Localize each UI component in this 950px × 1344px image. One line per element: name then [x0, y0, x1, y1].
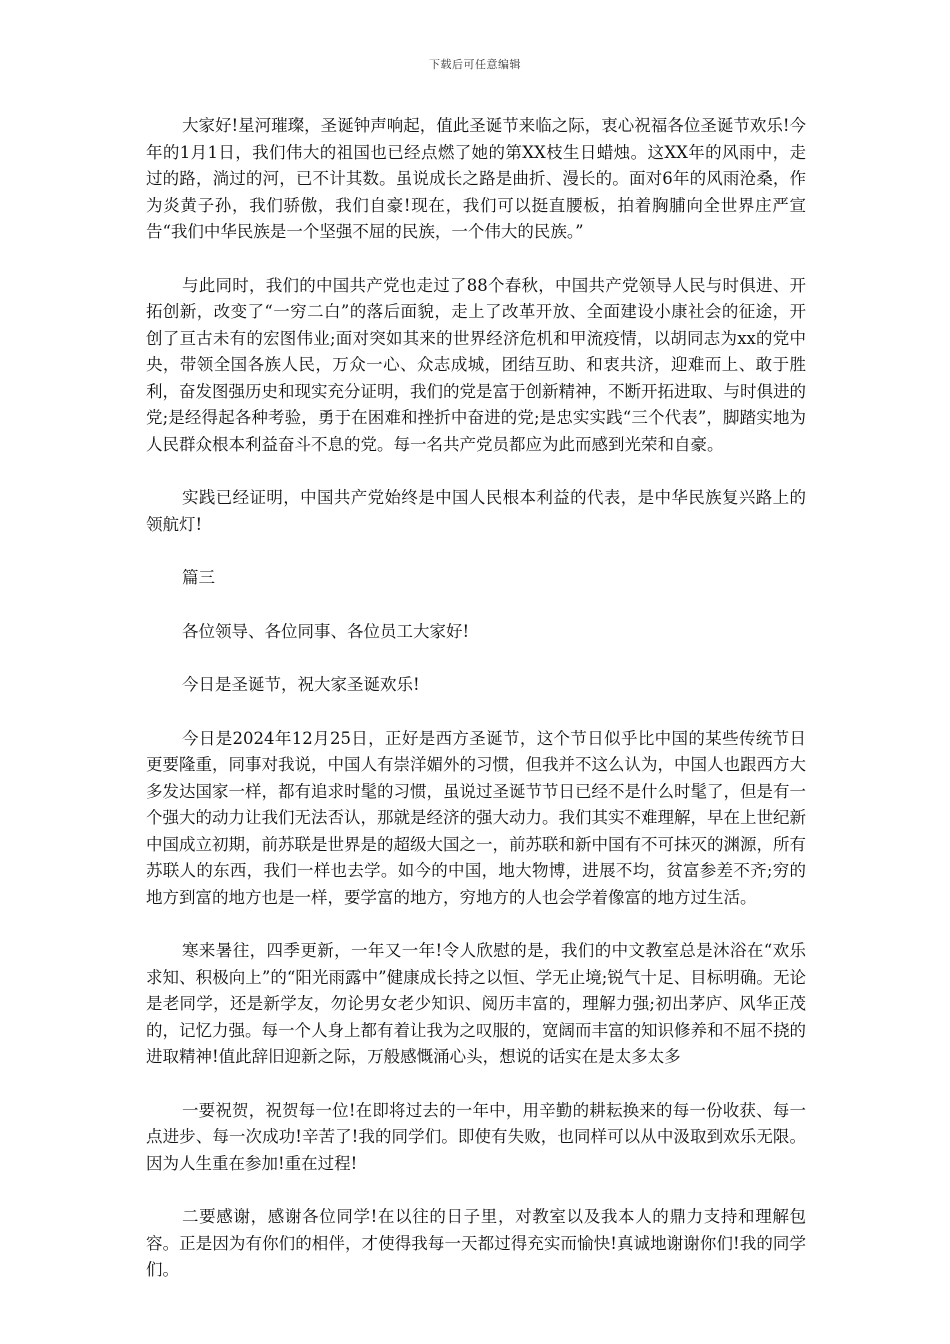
paragraph-christmas-date: 今日是2024年12月25日，正好是西方圣诞节，这个节日似乎比中国的某些传统节日更要隆重，同事对我说，中国人有崇洋媚外的习惯，但我并不这么认为，中国人也跟西方大多发达国家一样，都有追求时髦的习惯，虽说过圣诞节节日已经不是什么时髦了，但是有一个强大的动力让我们无法否认，那就是经济的强大动力。我们其实不难理解，早在上世纪新中国成立初期，前苏联是世界是的超级大国之一，前苏联和新中国有不可抹灭的渊源，所有苏联人的东西，我们一样也去学。如今的中国，地大物博，进展不均，贫富参差不齐;穷的地方到富的地方也是一样，要学富的地方，穷地方的人也会学着像富的地方过生活。 — [146, 728, 806, 907]
paragraph-conclusion: 实践已经证明，中国共产党始终是中国人民根本利益的代表，是中华民族复兴路上的领航灯! — [146, 488, 806, 534]
paragraph-seasons: 寒来暑往，四季更新，一年又一年!令人欣慰的是，我们的中文教室总是沐浴在“欢乐求知、积极向上”的“阳光雨露中”健康成长持之以恒、学无止境;锐气十足、目标明确。无论是老同学，还是新学友，勿论男女老少知识、阅历丰富的，理解力强;初出茅庐、风华正茂的，记忆力强。每一个人身上都有着让我为之叹服的，宽阔而丰富的知识修养和不屈不挠的进取精神!值此辞旧迎新之际，万般感慨涌心头，想说的话实在是太多太多 — [146, 941, 806, 1066]
paragraph-salutation: 各位领导、各位同事、各位员工大家好! — [182, 621, 470, 641]
document-body — [146, 113, 806, 1311]
paragraph-greeting: 大家好!星河璀璨，圣诞钟声响起，值此圣诞节来临之际，衷心祝福各位圣诞节欢乐!今年的1月1日，我们伟大的祖国也已经点燃了她的第XX枝生日蜡烛。这XX年的风雨中，走过的路，淌过的河，已不计其数。虽说成长之路是曲折、漫长的。面对6年的风雨沧桑，作为炎黄子孙，我们骄傲，我们自豪!现在，我们可以挺直腰板，拍着胸脯向全世界庄严宣告“我们中华民族是一个坚强不屈的民族，一个伟大的民族。” — [146, 116, 806, 241]
section-heading: 篇三 — [182, 568, 215, 587]
paragraph-wishes: 今日是圣诞节，祝大家圣诞欢乐! — [182, 675, 420, 694]
paragraph-congratulate: 一要祝贺，祝贺每一位!在即将过去的一年中，用辛勤的耕耘换来的每一份收获、每一点进步、每一次成功!辛苦了!我的同学们。即使有失败，也同样可以从中汲取到欢乐无限。因为人生重在参加!重在过程! — [146, 1100, 806, 1173]
paragraph-thanks: 二要感谢，感谢各位同学!在以往的日子里，对教室以及我本人的鼎力支持和理解包容。正是因为有你们的相伴，才使得我每一天都过得充实而愉快!真诚地谢谢你们!我的同学们。 — [146, 1207, 806, 1279]
paragraph-party-history: 与此同时，我们的中国共产党也走过了88个春秋，中国共产党领导人民与时俱进、开拓创新，改变了“一穷二白”的落后面貌，走上了改革开放、全面建设小康社会的征途，开创了亘古未有的宏图伟业;面对突如其来的世界经济危机和甲流疫情，以胡同志为xx的党中央，带领全国各族人民，万众一心、众志成城，团结互助、和衷共济，迎难而上、敢于胜利，奋发图强历史和现实充分证明，我们的党是富于创新精神，不断开拓进取、与时俱进的党;是经得起各种考验，勇于在困难和挫折中奋进的党;是忠实实践“三个代表”，脚踏实地为人民群众根本利益奋斗不息的党。每一名共产党员都应为此而感到光荣和自豪。 — [146, 275, 806, 454]
page-header: 下载后可任意编辑 — [429, 58, 521, 71]
